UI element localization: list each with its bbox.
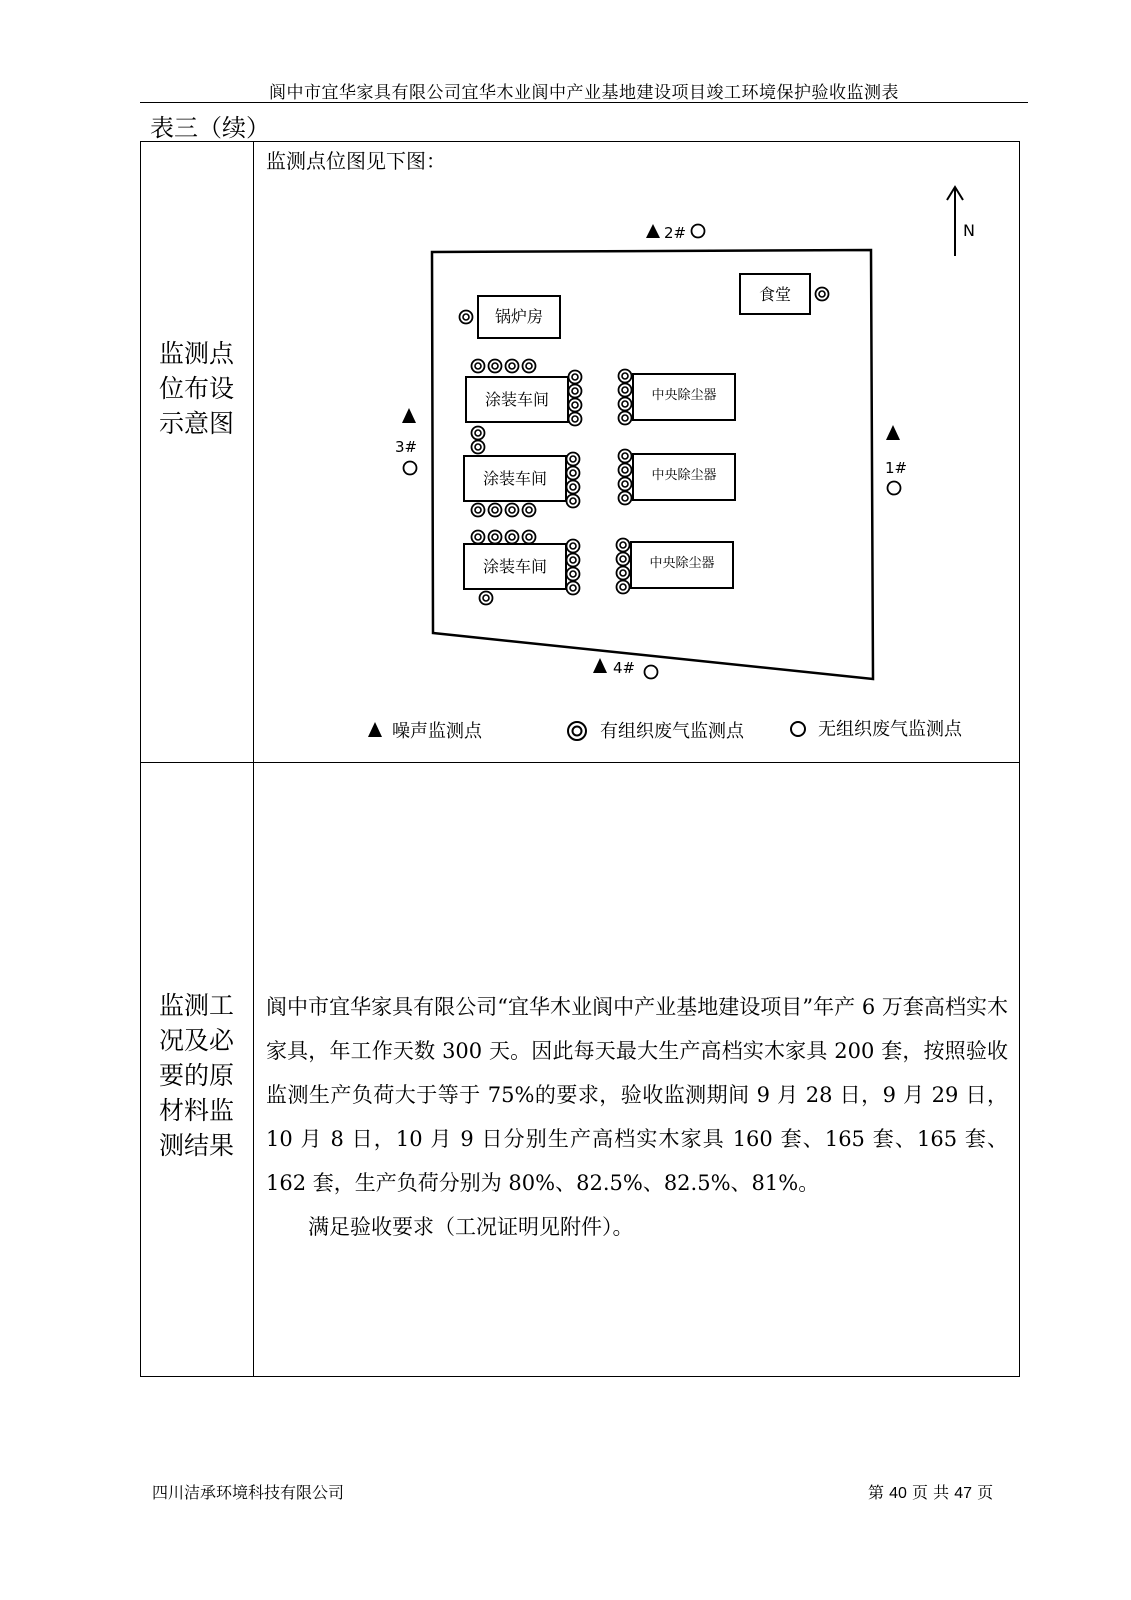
organized-gas-point-icon — [472, 441, 485, 454]
footer-company: 四川洁承环境科技有限公司 — [152, 1483, 345, 1502]
organized-gas-point-icon — [489, 531, 502, 544]
table-row-divider — [140, 762, 1020, 763]
organized-gas-point-icon — [619, 398, 632, 411]
coating-workshop-label: 涂装车间 — [484, 390, 550, 409]
organized-gas-point-icon — [489, 360, 502, 373]
conclusion-paragraph: 满足验收要求（工况证明见附件）。 — [308, 1215, 634, 1239]
organized-gas-point-icon — [567, 540, 580, 553]
organized-gas-point-icon — [489, 504, 502, 517]
row2-label-line: 监测工 — [158, 991, 234, 1020]
point-1-label: 1# — [885, 459, 908, 477]
noise-point-icon — [593, 658, 607, 673]
page-number — [868, 1480, 993, 1503]
diagram-intro: 监测点位图见下图： — [266, 149, 446, 173]
organized-gas-point-icon — [523, 504, 536, 517]
organized-gas-point-icon — [569, 371, 582, 384]
organized-gas-point-icon — [567, 568, 580, 581]
organized-gas-point-icon — [506, 531, 519, 544]
organized-gas-point-icon — [569, 413, 582, 426]
legend-noise-icon — [368, 722, 382, 737]
row2-label-line: 况及必 — [158, 1026, 234, 1055]
working-condition-paragraph: 阆中市宜华家具有限公司“宜华木业阆中产业基地建设项目”年产 6 万套高档实木家具，年工作天数 300 天。因此每天最大生产高档实木家具 200 套，按照验收监测生产负荷大于等于 75%的要求，验收监测期间 9 月 28 日，9 月 29 日，10 月 8 日，10 月 9 日分别生产高档实木家具 160 套、165 套、165 套、162 套，生产负荷分别为 80%、82.5%、82.5%、81%。 — [266, 995, 1008, 1195]
organized-gas-point-icon — [619, 412, 632, 425]
row2-label-line: 要的原 — [158, 1061, 234, 1090]
row1-label-line: 位布设 — [158, 374, 234, 403]
page-total: 47 — [954, 1485, 972, 1502]
organized-gas-point-icon — [523, 360, 536, 373]
organized-gas-point-icon — [472, 504, 485, 517]
organized-gas-point-icon — [569, 385, 582, 398]
organized-gas-point-icon — [619, 450, 632, 463]
organized-gas-point-icon — [472, 360, 485, 373]
north-label: N — [963, 221, 975, 240]
organized-gas-point-icon — [567, 582, 580, 595]
noise-point-icon — [886, 425, 900, 440]
organized-gas-point-icon — [619, 370, 632, 383]
boiler-room-label: 锅炉房 — [494, 307, 544, 326]
header-title: 阆中市宜华家具有限公司宜华木业阆中产业基地建设项目竣工环境保护验收监测表 — [269, 83, 899, 103]
organized-gas-point-icon — [619, 384, 632, 397]
legend-noise-label: 噪声监测点 — [392, 721, 482, 742]
organized-gas-point-icon — [472, 427, 485, 440]
legend-organized-label: 有组织废气监测点 — [600, 721, 744, 742]
north-arrow-icon — [947, 187, 963, 256]
organized-gas-point-icon — [480, 592, 493, 605]
header-rule — [140, 102, 1028, 103]
canteen-label: 食堂 — [758, 285, 792, 304]
organized-gas-point-icon — [567, 481, 580, 494]
page-current: 40 — [889, 1485, 907, 1502]
legend-unorganized-icon — [791, 722, 805, 736]
organized-gas-point-icon — [617, 553, 630, 566]
organized-gas-point-icon — [619, 492, 632, 505]
organized-gas-point-icon — [617, 567, 630, 580]
organized-gas-point-icon — [567, 453, 580, 466]
noise-point-icon — [402, 408, 416, 423]
page-suffix: 页 — [977, 1483, 994, 1502]
page-mid: 页 共 — [912, 1483, 950, 1502]
unorganized-gas-point-icon — [404, 462, 417, 475]
row1-label-line: 监测点 — [158, 339, 234, 368]
organized-gas-point-icon — [523, 531, 536, 544]
organized-gas-point-icon — [816, 288, 829, 301]
organized-gas-point-icon — [617, 581, 630, 594]
working-condition-text — [266, 985, 1008, 1249]
legend-unorganized-label: 无组织废气监测点 — [818, 719, 962, 740]
organized-gas-point-icon — [569, 399, 582, 412]
unorganized-gas-point-icon — [692, 225, 705, 238]
row2-label-line: 测结果 — [158, 1131, 234, 1160]
organized-gas-point-icon — [617, 539, 630, 552]
organized-gas-point-icon — [619, 464, 632, 477]
coating-workshop-label: 涂装车间 — [482, 557, 548, 576]
organized-gas-point-icon — [619, 478, 632, 491]
row2-label-line: 材料监 — [158, 1096, 234, 1125]
dust-collector-label: 中央除尘器 — [649, 556, 715, 571]
legend-organized-icon — [568, 722, 586, 740]
organized-gas-point-icon — [460, 311, 473, 324]
organized-gas-point-icon — [567, 495, 580, 508]
row2-label — [140, 988, 253, 1163]
dust-collector-label: 中央除尘器 — [651, 388, 717, 403]
row1-label — [140, 336, 253, 441]
row1-label-line: 示意图 — [158, 409, 234, 438]
point-2-label: 2# — [664, 224, 687, 242]
unorganized-gas-point-icon — [645, 666, 658, 679]
organized-gas-point-icon — [472, 531, 485, 544]
page-prefix: 第 — [868, 1483, 885, 1502]
monitoring-site-map — [256, 172, 1018, 760]
organized-gas-point-icon — [506, 504, 519, 517]
dust-collector-label: 中央除尘器 — [651, 468, 717, 483]
organized-gas-point-icon — [567, 554, 580, 567]
table-title: 表三（续） — [150, 114, 270, 142]
point-4-label: 4# — [613, 659, 636, 677]
point-3-label: 3# — [395, 438, 418, 456]
organized-gas-point-icon — [567, 467, 580, 480]
noise-point-icon — [646, 224, 660, 238]
coating-workshop-label: 涂装车间 — [482, 469, 548, 488]
table-column-divider — [253, 141, 254, 1377]
unorganized-gas-point-icon — [888, 482, 901, 495]
organized-gas-point-icon — [506, 360, 519, 373]
